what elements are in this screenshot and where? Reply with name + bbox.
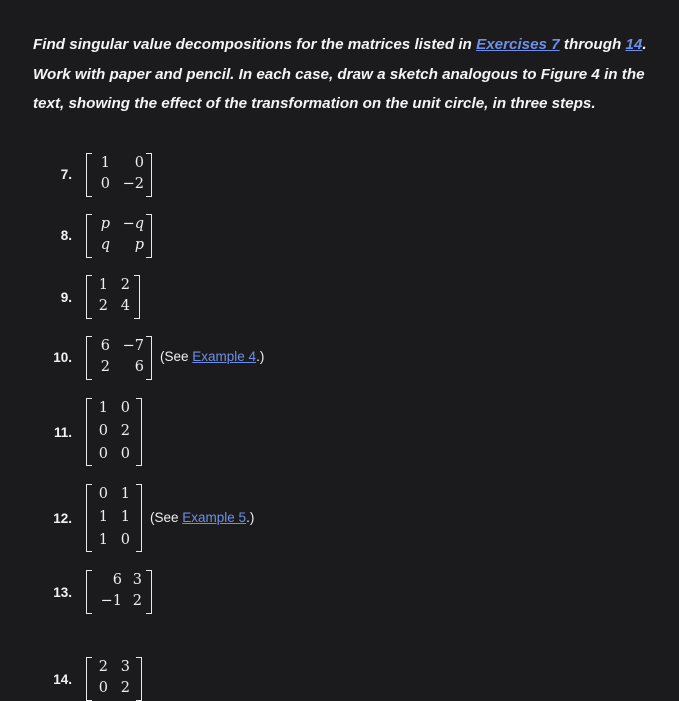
- matrix: [86, 484, 142, 552]
- matrix-cell: 4: [120, 298, 130, 314]
- note-prefix: (See: [160, 349, 193, 364]
- matrix-cell: 2: [120, 680, 130, 696]
- exercise-number: 14.: [53, 672, 72, 687]
- matrix: [86, 570, 152, 614]
- example-4-link[interactable]: Example 4: [192, 349, 257, 364]
- matrix: [86, 398, 142, 466]
- matrix-cell: 3: [120, 659, 130, 675]
- matrix-cell: −1: [100, 593, 122, 609]
- note-suffix: .): [246, 510, 255, 525]
- matrix: [86, 153, 152, 197]
- exercise-number: 11.: [53, 425, 72, 440]
- matrix: [86, 214, 152, 258]
- matrix-cell: 6: [134, 359, 144, 375]
- note-suffix: .): [256, 349, 265, 364]
- matrix-cell: 2: [120, 423, 130, 439]
- matrix-cell: 2: [100, 359, 110, 375]
- matrix-cell: 0: [100, 176, 110, 192]
- matrix-cell: q: [100, 237, 110, 253]
- matrix-cell: 0: [120, 532, 130, 548]
- matrix-cell: 0: [98, 680, 108, 696]
- see-example-note: [160, 349, 264, 364]
- matrix-cell: 0: [98, 446, 108, 462]
- see-example-note: [150, 510, 254, 525]
- matrix: [86, 336, 152, 380]
- exercises-7-link[interactable]: Exercises 7: [476, 36, 560, 53]
- matrix-cell: p: [100, 216, 110, 232]
- instructions-text-1: Find singular value decompositions for the matrices listed in: [33, 36, 477, 53]
- matrix-cell: 1: [100, 155, 110, 171]
- example-5-link[interactable]: Example 5: [182, 510, 247, 525]
- matrix-cell: 1: [98, 277, 108, 293]
- matrix-cell: 0: [120, 446, 130, 462]
- matrix-cell: −2: [122, 176, 144, 192]
- matrix-cell: 3: [132, 572, 142, 588]
- matrix-cell: 6: [100, 338, 110, 354]
- matrix-cell: 6: [112, 572, 122, 588]
- matrix-cell: −q: [122, 216, 144, 232]
- exercise-number: 13.: [53, 585, 72, 600]
- matrix-cell: 2: [98, 659, 108, 675]
- exercise-14-link[interactable]: 14: [625, 36, 643, 53]
- matrix-cell: 2: [120, 277, 130, 293]
- matrix-cell: p: [134, 237, 144, 253]
- exercise-instructions: [33, 30, 663, 119]
- note-prefix: (See: [150, 510, 183, 525]
- matrix-cell: 0: [98, 423, 108, 439]
- instructions-text-3: . Work with paper and pencil. In each case, draw a sketch analogous to Figure 4 in the text, showing the effect of the transformation on the unit circle, in three steps.: [33, 36, 647, 112]
- matrix-cell: 0: [134, 155, 144, 171]
- matrix-cell: 1: [120, 486, 130, 502]
- exercise-number: 8.: [60, 228, 72, 243]
- matrix-cell: 0: [120, 400, 130, 416]
- matrix-cell: −7: [122, 338, 144, 354]
- matrix: [86, 657, 142, 701]
- matrix-cell: 1: [98, 532, 108, 548]
- matrix-cell: 2: [132, 593, 142, 609]
- matrix-cell: 0: [98, 486, 108, 502]
- matrix: [86, 275, 140, 319]
- exercise-number: 12.: [53, 511, 72, 526]
- exercise-number: 10.: [53, 350, 72, 365]
- matrix-cell: 2: [98, 298, 108, 314]
- matrix-cell: 1: [98, 400, 108, 416]
- instructions-text-2: through: [559, 36, 626, 53]
- matrix-cell: 1: [120, 509, 130, 525]
- exercise-number: 9.: [60, 290, 72, 305]
- matrix-cell: 1: [98, 509, 108, 525]
- exercise-number: 7.: [60, 167, 72, 182]
